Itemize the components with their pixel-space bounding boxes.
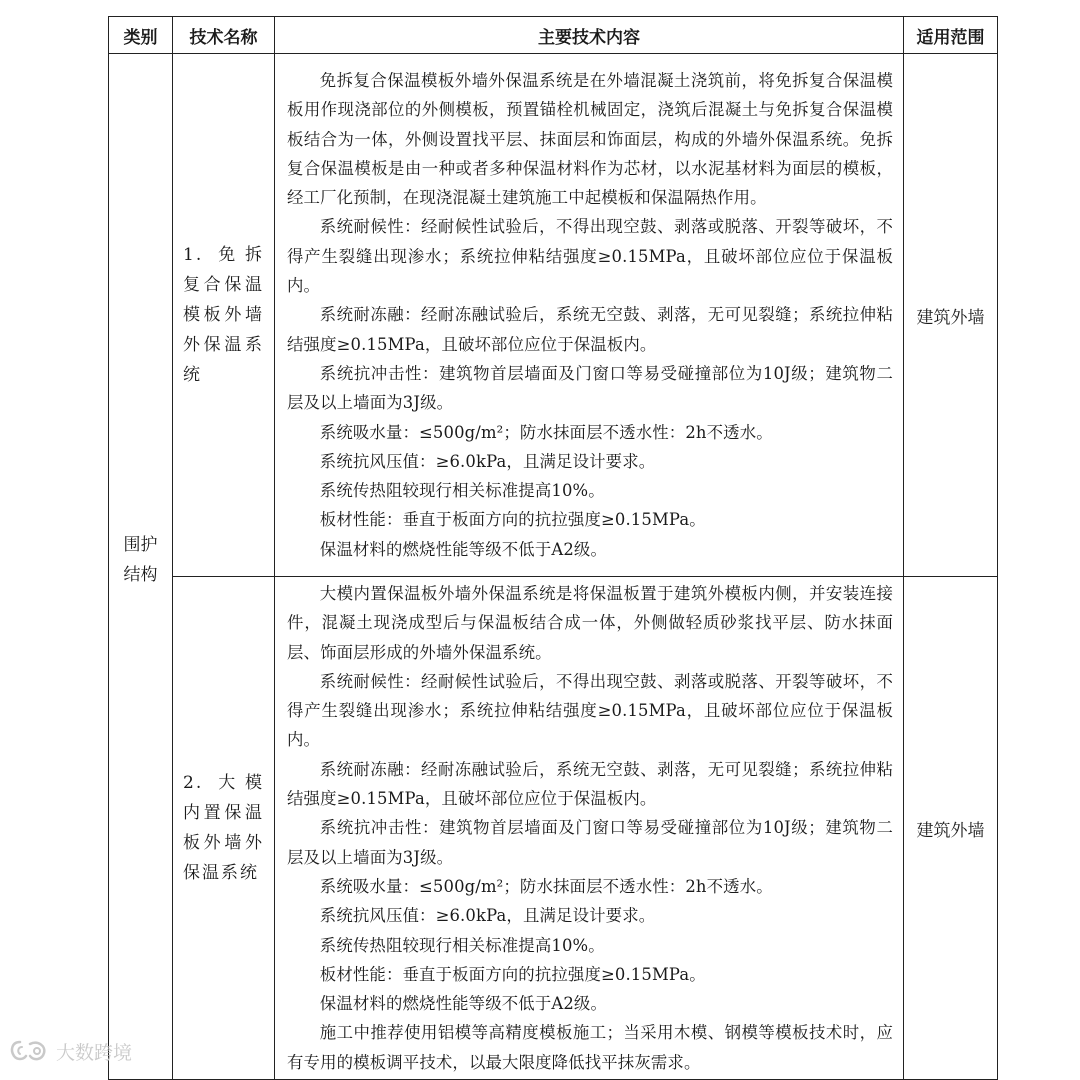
content-paragraph: 系统抗冲击性：建筑物首层墙面及门窗口等易受碰撞部位为10J级；建筑物二层及以上墙面为3J级。: [287, 363, 893, 413]
category-label: 围护结构: [123, 534, 158, 585]
content-paragraph: 系统耐冻融：经耐冻融试验后，系统无空鼓、剥落，无可见裂缝；系统拉伸粘结强度≥0.15MPa，且破坏部位应位于保温板内。: [287, 305, 893, 354]
header-category: 类别: [109, 17, 173, 54]
content-paragraph: 系统耐冻融：经耐冻融试验后，系统无空鼓、剥落，无可见裂缝；系统拉伸粘结强度≥0.15MPa，且破坏部位应位于保温板内。: [287, 759, 893, 809]
content-paragraph: 系统抗风压值：≥6.0kPa，且满足设计要求。: [319, 906, 656, 926]
content-paragraph: 大模内置保温板外墙外保温系统是将保温板置于建筑外模板内侧，并安装连接件，混凝土现浇成型后与保温板结合成一体，外侧做轻质砂浆找平层、防水抹面层、饰面层形成的外墙外保温系统。: [287, 584, 893, 662]
content-paragraph: 保温材料的燃烧性能等级不低于A2级。: [319, 539, 608, 559]
tech-name-cell: [173, 54, 275, 577]
content-block-2: [287, 579, 893, 1077]
content-paragraph: 施工中推荐使用铝模等高精度模板施工；当采用木模、钢模等模板技术时，应有专用的模板调平技术，以最大限度降低找平抹灰需求。: [287, 1023, 893, 1072]
header-row: [109, 17, 998, 54]
tech-name-2: 2. 大模内置保温板外墙外保温系统: [183, 773, 264, 884]
watermark: [8, 1036, 132, 1066]
watermark-text: 大数跨境: [56, 1041, 133, 1064]
content-cell: [275, 577, 904, 1080]
content-paragraph: 系统耐候性：经耐候性试验后，不得出现空鼓、剥落或脱落、开裂等破坏，不得产生裂缝出现渗水；系统拉伸粘结强度≥0.15MPa，且破坏部位应位于保温板内。: [287, 671, 893, 750]
header-tech-name: 技术名称: [173, 17, 275, 54]
content-paragraph: 板材性能：垂直于板面方向的抗拉强度≥0.15MPa。: [319, 964, 706, 984]
content-paragraph: 系统吸水量：≤500g/m²；防水抹面层不透水性：2h不透水。: [319, 876, 773, 896]
scope-value-2: 建筑外墙: [916, 820, 985, 841]
brand-logo-icon: [8, 1038, 50, 1064]
content-paragraph: 系统传热阻较现行相关标准提高10%。: [319, 935, 605, 955]
category-cell: [109, 54, 173, 1080]
table-row: [109, 54, 998, 577]
scope-cell: [904, 577, 998, 1080]
content-paragraph: 系统抗冲击性：建筑物首层墙面及门窗口等易受碰撞部位为10J级；建筑物二层及以上墙面为3J级。: [287, 818, 893, 867]
content-paragraph: 保温材料的燃烧性能等级不低于A2级。: [319, 994, 608, 1014]
header-main-content: 主要技术内容: [275, 17, 904, 54]
content-paragraph: 系统抗风压值：≥6.0kPa，且满足设计要求。: [319, 451, 656, 471]
tech-name-cell: [173, 577, 275, 1080]
tech-name-1: 1. 免拆复合保温模板外墙外保温系统: [183, 245, 264, 385]
content-paragraph: 系统吸水量：≤500g/m²；防水抹面层不透水性：2h不透水。: [319, 422, 773, 442]
scope-cell: [904, 54, 998, 577]
content-paragraph: 免拆复合保温模板外墙外保温系统是在外墙混凝土浇筑前，将免拆复合保温模板用作现浇部位的外侧模板，预置锚栓机械固定，浇筑后混凝土与免拆复合保温模板结合为一体，外侧设置找平层、抹面层和饰面层，构成的外墙外保温系统。免拆复合保温模板是由一种或者多种保温材料作为芯材，以水泥基材料为面层的模板，经工厂化预制，在现浇混凝土建筑施工中起模板和保温隔热作用。: [287, 70, 893, 208]
tech-table: [108, 16, 998, 1080]
content-cell: [275, 54, 904, 577]
table-body: [109, 54, 998, 1080]
content-paragraph: 系统耐候性：经耐候性试验后，不得出现空鼓、剥落或脱落、开裂等破坏，不得产生裂缝出现渗水；系统拉伸粘结强度≥0.15MPa，且破坏部位应位于保温板内。: [287, 217, 893, 296]
content-block-1: [287, 66, 893, 564]
content-paragraph: 板材性能：垂直于板面方向的抗拉强度≥0.15MPa。: [319, 510, 706, 530]
scope-value-1: 建筑外墙: [916, 307, 985, 328]
header-scope: 适用范围: [904, 17, 998, 54]
content-paragraph: 系统传热阻较现行相关标准提高10%。: [319, 481, 605, 501]
table-row: [109, 577, 998, 1080]
table-header: [109, 17, 998, 54]
